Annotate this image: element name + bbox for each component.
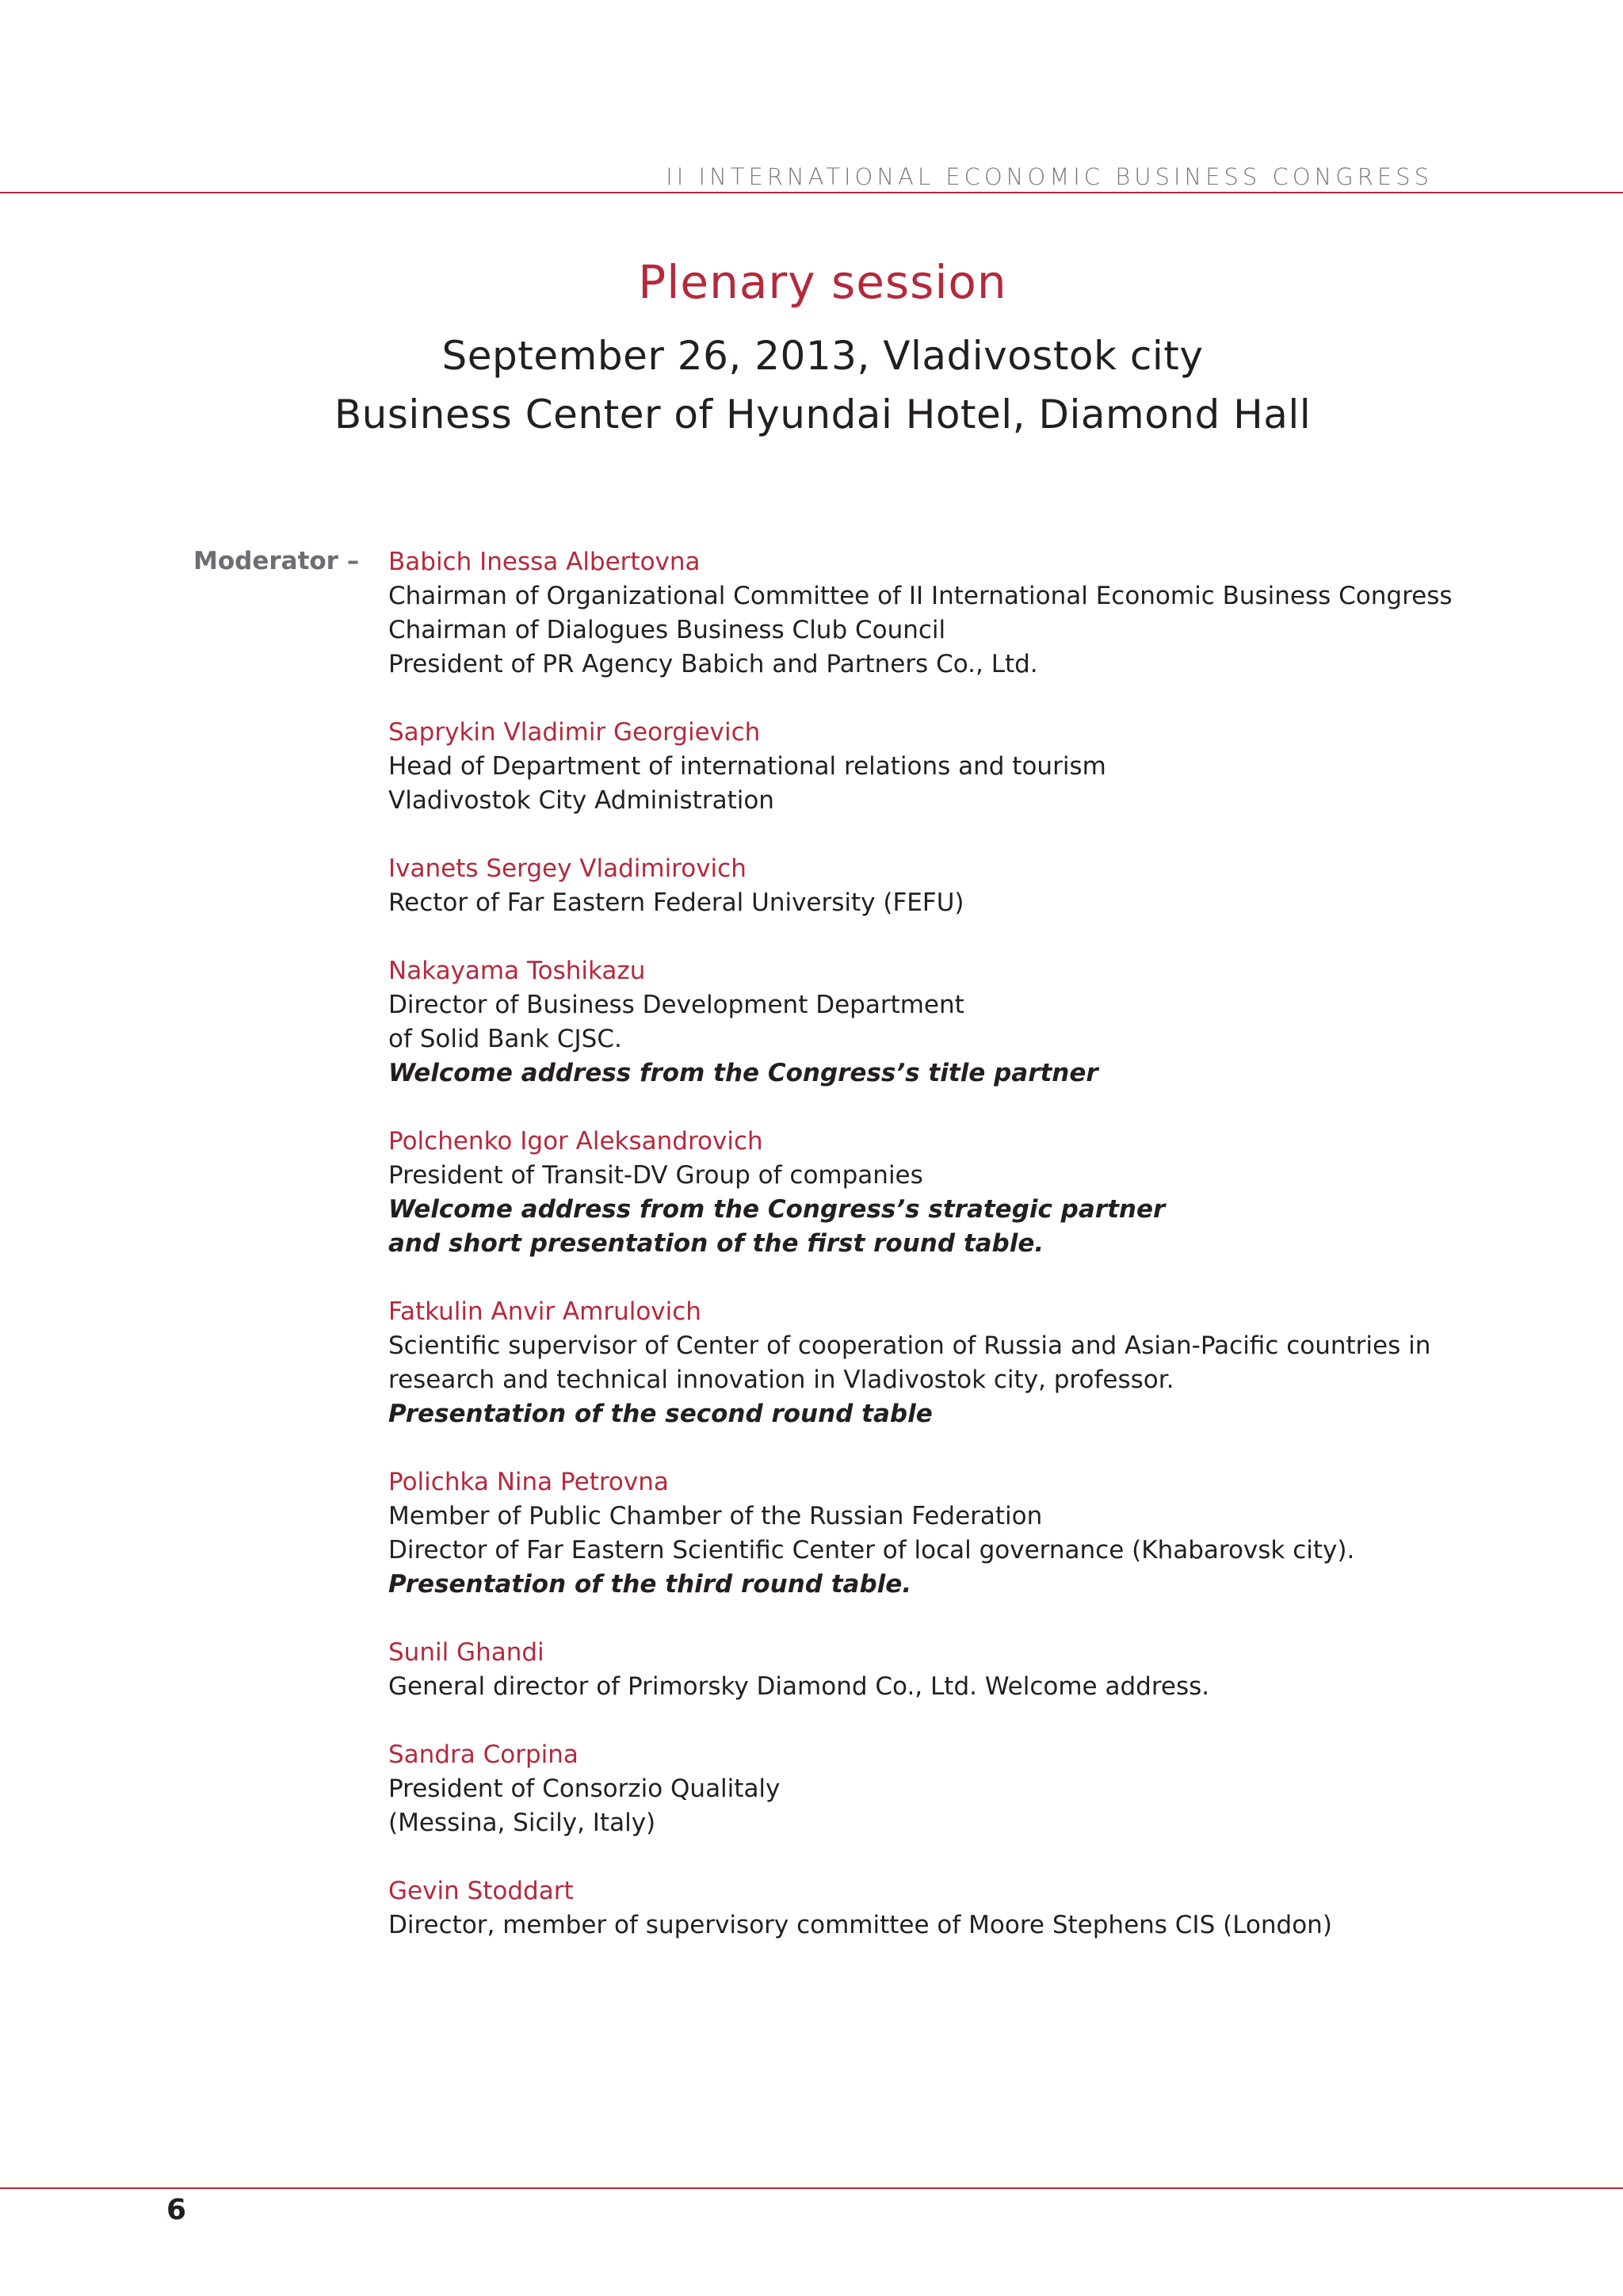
speaker-name: Sunil Ghandi <box>388 1638 544 1667</box>
speaker-entry <box>388 716 1498 818</box>
page-number: 6 <box>166 2194 187 2226</box>
header-rule <box>0 192 1623 193</box>
session-date-place: September 26, 2013, Vladivostok city <box>441 333 1204 379</box>
speaker-name: Gevin Stoddart <box>388 1877 574 1905</box>
speaker-name: Ivanets Sergey Vladimirovich <box>388 854 747 883</box>
speaker-position: President of Transit-DV Group of companies <box>388 1161 923 1190</box>
speaker-note: and short presentation of the first round table. <box>388 1229 1044 1258</box>
moderator-label: Moderator – <box>193 547 360 575</box>
speaker-name: Babich Inessa Albertovna <box>388 548 701 576</box>
speaker-position: President of PR Agency Babich and Partners Co., Ltd. <box>388 650 1038 678</box>
speaker-position: of Solid Bank CJSC. <box>388 1025 622 1053</box>
speaker-position: Director, member of supervisory committee of Moore Stephens CIS (London) <box>388 1911 1332 1939</box>
speaker-entry <box>388 545 1498 682</box>
speaker-position: Scientific supervisor of Center of cooperation of Russia and Asian-Pacific countries in <box>388 1331 1431 1360</box>
speaker-name: Saprykin Vladimir Georgievich <box>388 718 761 747</box>
speaker-position: research and technical innovation in Vladivostok city, professor. <box>388 1366 1174 1394</box>
speaker-position: Rector of Far Eastern Federal University (FEFU) <box>388 888 964 917</box>
speaker-position: General director of Primorsky Diamond Co., Ltd. Welcome address. <box>388 1672 1210 1701</box>
speaker-entry <box>388 1738 1498 1840</box>
speaker-entry <box>388 954 1498 1091</box>
speaker-entry <box>388 1125 1498 1261</box>
speaker-position: Chairman of Dialogues Business Club Council <box>388 616 946 644</box>
speaker-name: Polchenko Igor Aleksandrovich <box>388 1127 763 1156</box>
speaker-entry <box>388 1295 1498 1431</box>
speaker-name: Sandra Corpina <box>388 1740 579 1769</box>
speaker-position: Director of Business Development Department <box>388 991 964 1019</box>
speaker-note: Presentation of the second round table <box>388 1400 933 1428</box>
speaker-position: (Messina, Sicily, Italy) <box>388 1809 656 1837</box>
speaker-position: Member of Public Chamber of the Russian Federation <box>388 1502 1043 1530</box>
speaker-name: Nakayama Toshikazu <box>388 957 646 985</box>
page-title: Plenary session <box>638 255 1007 309</box>
speaker-note: Presentation of the third round table. <box>388 1570 912 1599</box>
session-venue: Business Center of Hyundai Hotel, Diamond Hall <box>334 392 1312 437</box>
speaker-list <box>388 545 1498 1977</box>
speaker-position: Vladivostok City Administration <box>388 786 774 815</box>
footer-rule <box>0 2187 1623 2189</box>
speaker-position: Head of Department of international relations and tourism <box>388 752 1106 781</box>
speaker-entry <box>388 1636 1498 1704</box>
speaker-position: President of Consorzio Qualitaly <box>388 1775 781 1803</box>
speaker-note: Welcome address from the Congress’s strategic partner <box>388 1195 1166 1224</box>
speaker-entry <box>388 852 1498 920</box>
speaker-name: Fatkulin Anvir Amrulovich <box>388 1297 701 1326</box>
speaker-entry <box>388 1874 1498 1943</box>
speaker-position: Director of Far Eastern Scientific Center of local governance (Khabarovsk city). <box>388 1536 1355 1564</box>
speaker-note: Welcome address from the Congress’s title partner <box>388 1059 1098 1087</box>
running-header: II INTERNATIONAL ECONOMIC BUSINESS CONGRESS <box>666 163 1433 190</box>
speaker-entry <box>388 1465 1498 1602</box>
speaker-name: Polichka Nina Petrovna <box>388 1468 669 1496</box>
speaker-position: Chairman of Organizational Committee of II International Economic Business Congress <box>388 582 1453 610</box>
